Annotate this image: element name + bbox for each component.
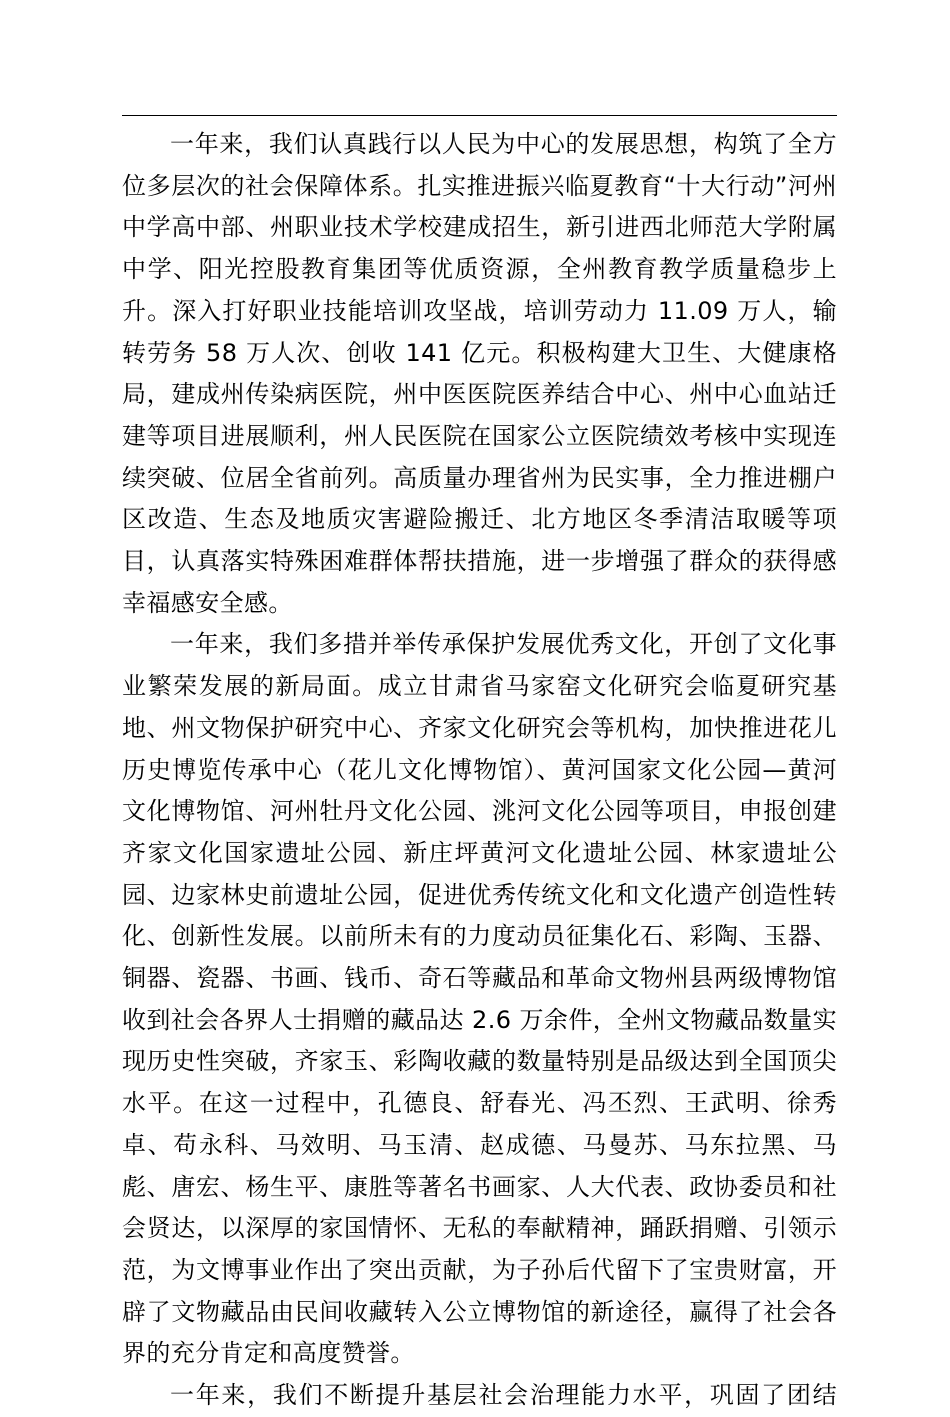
paragraph-grassroots-governance: 一年来，我们不断提升基层社会治理能力水平，巩固了团结 (170, 1381, 837, 1410)
paragraph-social-security: 一年来，我们认真践行以人民为中心的发展思想，构筑了全方位多层次的社会保障体系。扎实推进振兴临夏教育“十大行动”河州中学高中部、州职业技术学校建成招生，新引进西北师范大学附属中学、阳光控股教育集团等优质资源，全州教育教学质量稳步上升。深入打好职业技能培训攻坚战，培训劳动力 11.09 万人，输转劳务 58 万人次、创收 141 亿元。积极构建大卫生、大健康格局，建成州传染病医院，州中医医院医养结合中心、州中心血站迁建等项目进展顺利，州人民医院在国家公立医院绩效考核中实现连续突破、位居全省前列。高质量办理省州为民实事，全力推进棚户区改造、生态及地质灾害避险搬迁、北方地区冬季清洁取暖等项目，认真落实特殊困难群体帮扶措施，进一步增强了群众的获得感幸福感安全感。 (122, 130, 837, 617)
paragraph-culture: 一年来，我们多措并举传承保护发展优秀文化，开创了文化事业繁荣发展的新局面。成立甘肃省马家窑文化研究会临夏研究基地、州文物保护研究中心、齐家文化研究会等机构，加快推进花儿历史博览传承中心（花儿文化博物馆）、黄河国家文化公园—黄河文化博物馆、河州牡丹文化公园、洮河文化公园等项目，申报创建齐家文化国家遗址公园、新庄坪黄河文化遗址公园、林家遗址公园、边家林史前遗址公园，促进优秀传统文化和文化遗产创造性转化、创新性发展。以前所未有的力度动员征集化石、彩陶、玉器、铜器、瓷器、书画、钱币、奇石等藏品和革命文物州县两级博物馆收到社会各界人士捐赠的藏品达 2.6 万余件，全州文物藏品数量实现历史性突破，齐家玉、彩陶收藏的数量特别是品级达到全国顶尖水平。在这一过程中，孔德良、舒春光、冯丕烈、王武明、徐秀卓、苟永科、马效明、马玉清、赵成德、马曼苏、马东拉黑、马彪、唐宏、杨生平、康胜等著名书画家、人大代表、政协委员和社会贤达，以深厚的家国情怀、无私的奉献精神，踊跃捐赠、引领示范，为文博事业作出了突出贡献，为子孙后代留下了宝贵财富，开辟了文物藏品由民间收藏转入公立博物馆的新途径，赢得了社会各界的充分肯定和高度赞誉。 (122, 630, 837, 1368)
document-body (122, 124, 837, 1417)
header-rule (122, 115, 837, 116)
